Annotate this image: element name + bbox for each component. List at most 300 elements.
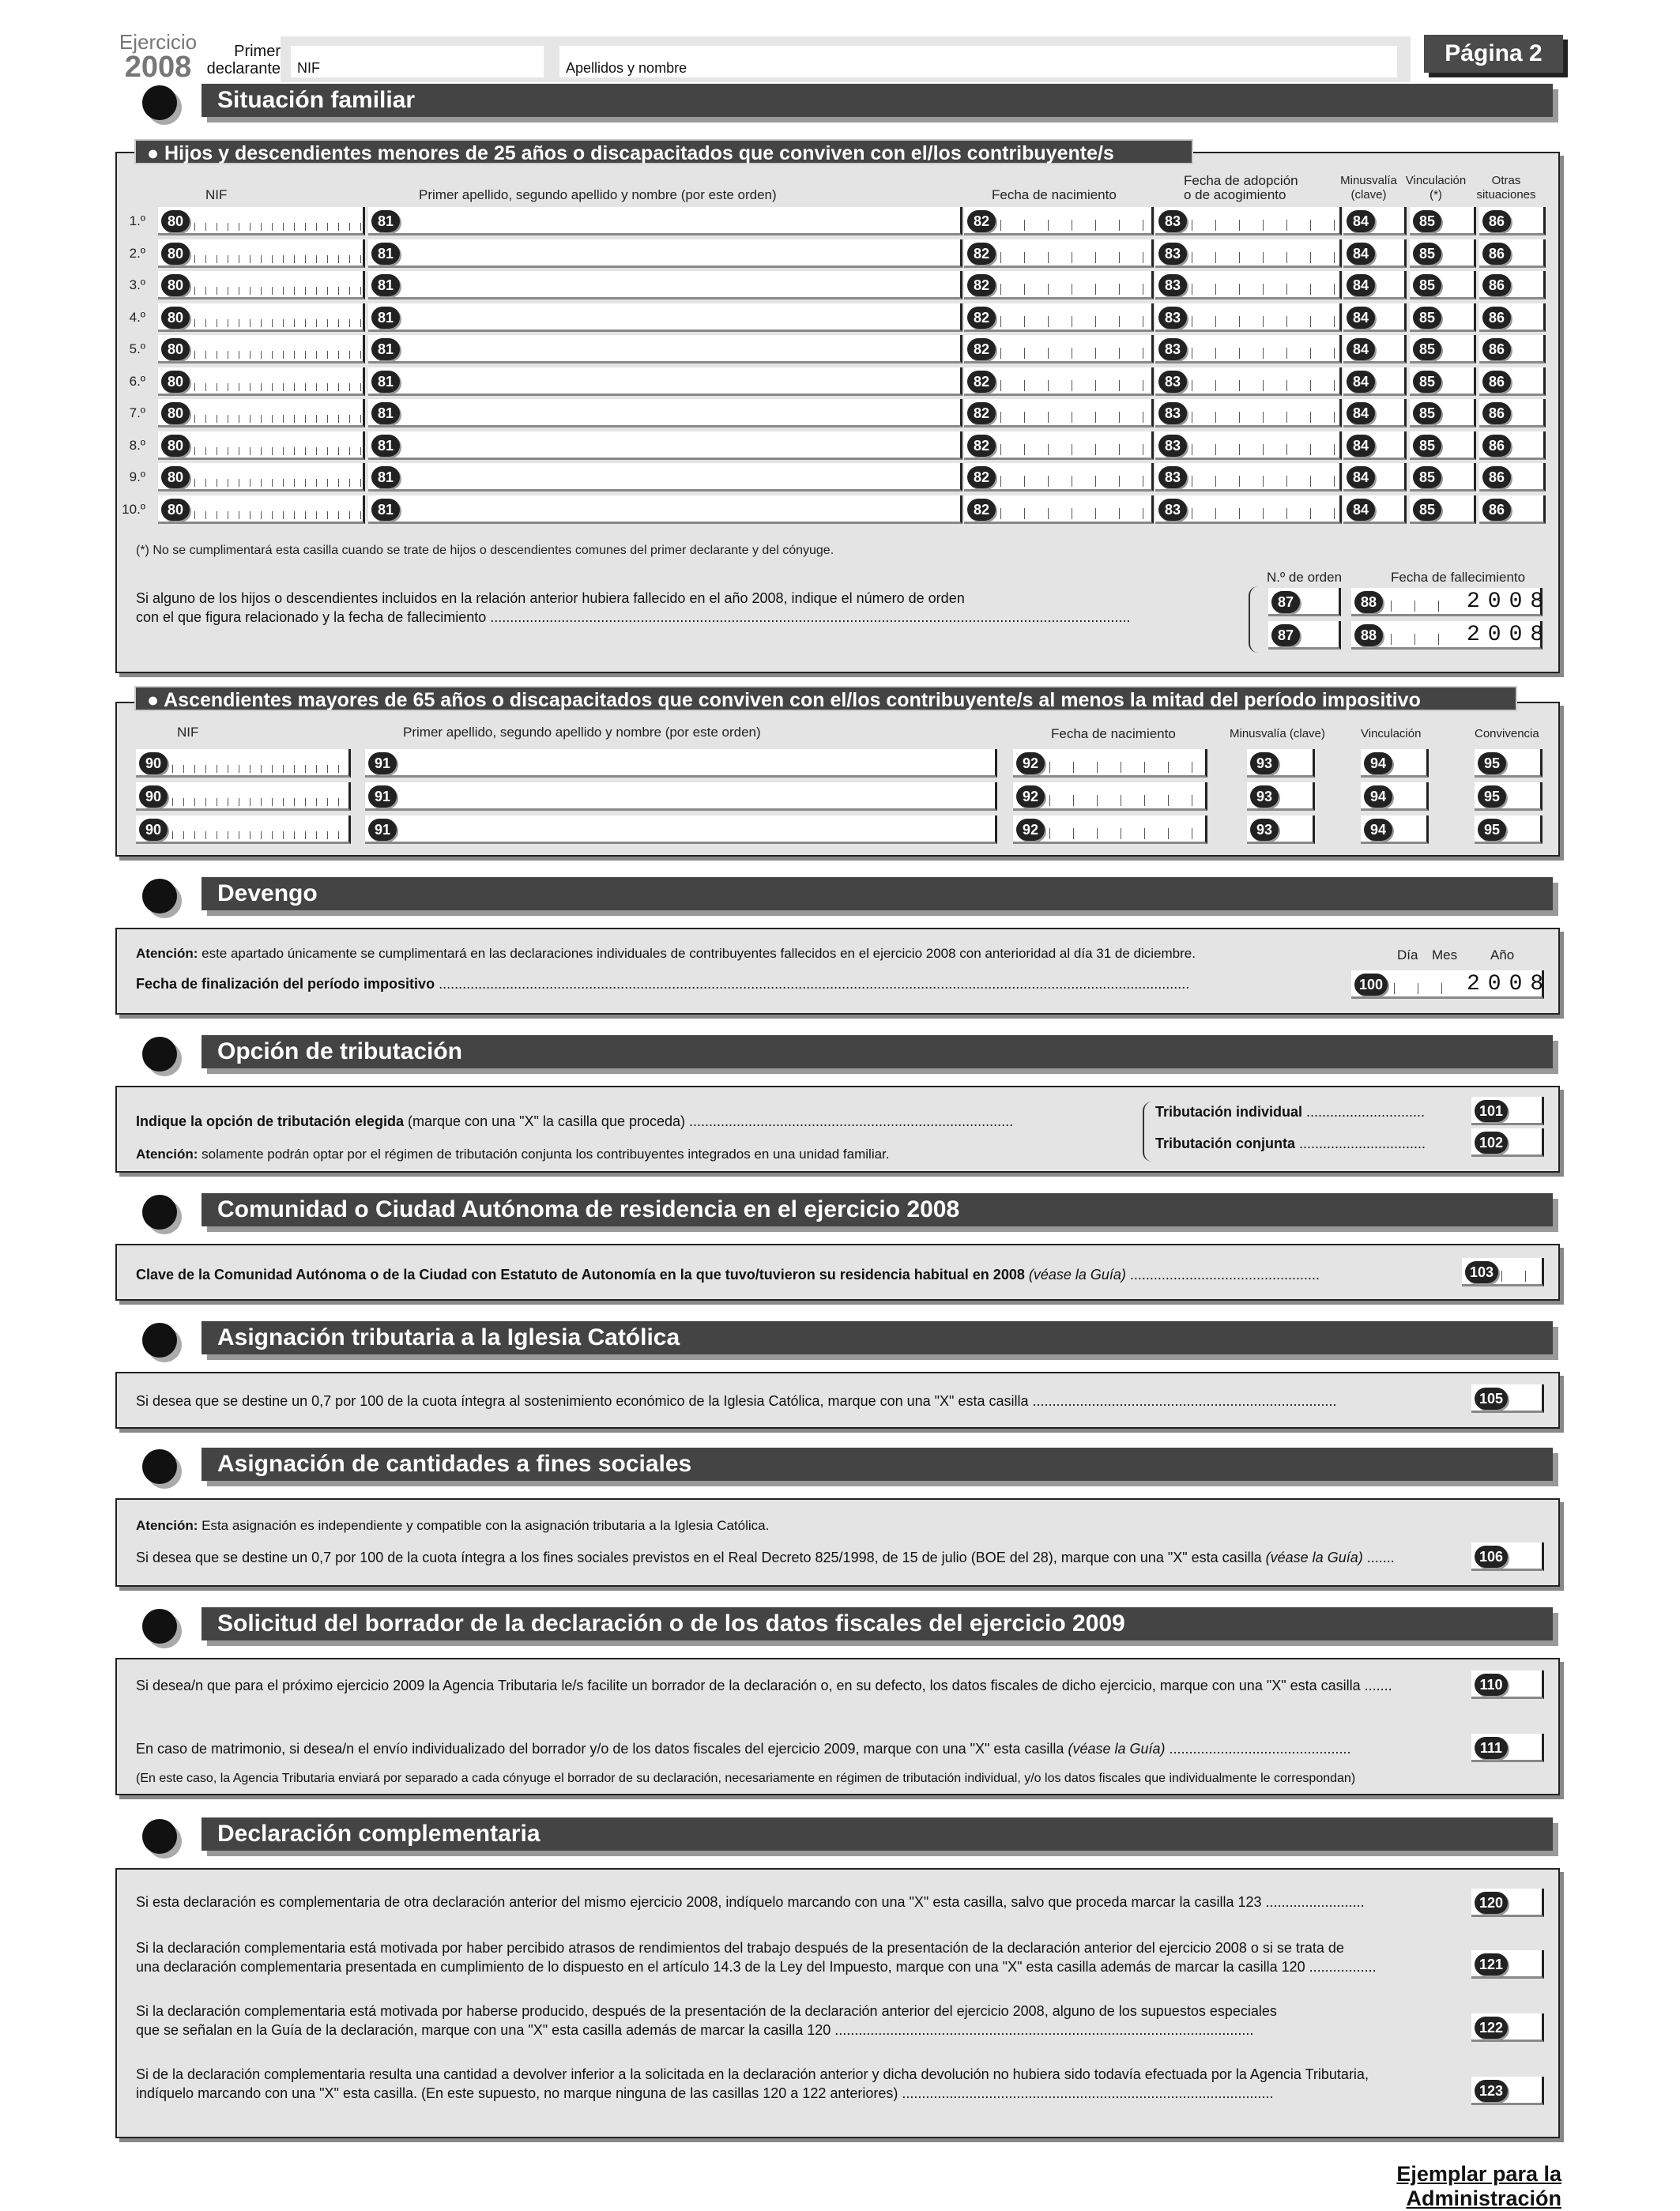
badge-82: 82: [967, 371, 996, 393]
badge-82: 82: [967, 338, 996, 360]
hijo-field-84[interactable]: [1343, 207, 1407, 235]
orden-field-2[interactable]: [1268, 621, 1341, 650]
badge-90: 90: [139, 785, 168, 808]
complementaria-line1: Si esta declaración es complementaria de otra declaración anterior del mismo ejercicio 2008, indíquelo marcando con una "X" esta casilla, salvo que proceda marcar la casilla 123 .........................: [136, 1894, 1365, 1910]
badge-87: 87: [1271, 624, 1300, 646]
fecha-dots: ..............................................................................................................................................................................................: [435, 976, 1190, 992]
badge-86: 86: [1482, 402, 1511, 424]
borrador-text3: (En este caso, la Agencia Tributaria enviará por separado a cada cónyuge el borrador de su declaración, necesariamente en régimen de tributación individual, y/o los datos fiscales que individualmente le correspondan): [136, 1772, 1356, 1785]
dots: ..............................: [1302, 1104, 1426, 1120]
badge-84: 84: [1347, 274, 1375, 296]
section-bullet-icon: [142, 1449, 177, 1484]
hijo-field-83[interactable]: [1155, 207, 1342, 235]
comunidad-field[interactable]: [1462, 1258, 1544, 1286]
ascend-field-94[interactable]: [1361, 782, 1429, 811]
badge-123: 123: [1475, 2080, 1508, 2102]
badge-80: 80: [161, 210, 190, 232]
badge-80: 80: [161, 402, 190, 424]
badge-95: 95: [1478, 785, 1506, 808]
hijo-field-80[interactable]: [158, 303, 365, 332]
hijo-field-85[interactable]: [1410, 303, 1476, 332]
badge-83: 83: [1158, 371, 1187, 393]
badge-83: 83: [1158, 338, 1187, 360]
year-preprinted: 2008: [1467, 623, 1552, 647]
hijo-field-81[interactable]: [368, 271, 962, 299]
brace-icon: [1143, 1102, 1152, 1162]
nif-label: NIF: [297, 60, 320, 76]
badge-90: 90: [139, 752, 168, 774]
dots: .......: [1362, 1550, 1395, 1565]
ascend-field-92[interactable]: [1013, 749, 1207, 778]
devengo-fecha-field[interactable]: [1351, 970, 1552, 999]
fecha-label-bold: Fecha de finalización del período impositivo: [136, 976, 435, 992]
comunidad-italic: (véase la Guía): [1024, 1267, 1126, 1283]
hijo-field-82[interactable]: [964, 431, 1154, 460]
section-title-iglesia: Asignación tributaria a la Iglesia Católica: [202, 1321, 1553, 1354]
badge-91: 91: [368, 819, 397, 841]
row-number: 1.º: [129, 213, 145, 228]
section-title-devengo: Devengo: [202, 877, 1553, 910]
badge-91: 91: [368, 752, 397, 774]
badge-82: 82: [967, 466, 996, 488]
hijo-field-85[interactable]: [1410, 335, 1476, 363]
row-number: 4.º: [129, 309, 145, 325]
hijo-field-80[interactable]: [158, 271, 365, 299]
row-number: 8.º: [129, 437, 145, 453]
checkbox-123[interactable]: [1471, 2077, 1544, 2105]
hijo-field-85[interactable]: [1410, 367, 1476, 396]
hijo-field-83[interactable]: [1155, 399, 1342, 428]
hijo-field-86[interactable]: [1479, 463, 1546, 492]
badge-93: 93: [1250, 752, 1279, 774]
complementaria-line1: Si la declaración complementaria está motivada por haber percibido atrasos de rendimientos del trabajo después de la presentación de la declaración anterior del ejercicio 2008 o si se trata de: [136, 1940, 1344, 1956]
hijo-field-80[interactable]: [158, 431, 365, 460]
badge-80: 80: [161, 338, 190, 360]
badge-92: 92: [1016, 752, 1045, 774]
badge-86: 86: [1482, 371, 1511, 393]
col-nif: NIF: [205, 187, 228, 202]
hijo-field-86[interactable]: [1479, 207, 1546, 235]
ascend-field-94[interactable]: [1361, 749, 1429, 778]
year-preprinted: 2008: [1467, 589, 1552, 614]
badge-103: 103: [1465, 1261, 1498, 1283]
badge-82: 82: [967, 402, 996, 424]
opcion-indique: [136, 1113, 1013, 1130]
badge-82: 82: [967, 274, 996, 296]
checkbox-122[interactable]: [1471, 2013, 1544, 2042]
hijo-field-85[interactable]: [1410, 207, 1476, 235]
ascend-field-92[interactable]: [1013, 782, 1207, 811]
opcion-atencion: [136, 1146, 890, 1163]
badge-81: 81: [371, 274, 400, 296]
badge-81: 81: [371, 499, 400, 521]
borrador-text1: Si desea/n que para el próximo ejercicio 2009 la Agencia Tributaria le/s facilite un borrador de la declaración o, en su defecto, los datos fiscales de dicho ejercicio, marque con una "X" esta casilla .......: [136, 1678, 1392, 1693]
borrador-text2: [136, 1740, 1351, 1757]
badge-80: 80: [161, 307, 190, 329]
badge-105: 105: [1475, 1388, 1508, 1410]
hijo-field-85[interactable]: [1410, 431, 1476, 460]
row-number: 6.º: [129, 373, 145, 389]
badge-82: 82: [967, 210, 996, 232]
hijo-field-83[interactable]: [1155, 335, 1342, 363]
badge-80: 80: [161, 466, 190, 488]
brace-icon: [1249, 586, 1260, 653]
complementaria-line1: Si de la declaración complementaria resulta una cantidad a devolver inferior a la solicitada en la declaración anterior y dicha devolución no hubiera sido todavía efectuada por la Agencia Tributaria,: [136, 2066, 1369, 2082]
checkbox-120[interactable]: [1471, 1889, 1544, 1917]
hijo-field-85[interactable]: [1410, 271, 1476, 299]
atencion-text: Esta asignación es independiente y compatible con la asignación tributaria a la Iglesia Católica.: [198, 1518, 770, 1533]
ascend-field-90[interactable]: [136, 815, 351, 844]
badge-120: 120: [1475, 1892, 1508, 1914]
ascend-field-90[interactable]: [136, 749, 351, 778]
apellidos-field[interactable]: [559, 46, 1397, 77]
col-fecha-nac: Fecha de nacimiento: [992, 187, 1117, 202]
dots: ..............................................: [1165, 1741, 1351, 1757]
comunidad-bold: Clave de la Comunidad Autónoma o de la Ciudad con Estatuto de Autonomía en la que tuvo/tuvieron su residencia habitual en 2008: [136, 1267, 1025, 1283]
hijo-field-80[interactable]: [158, 335, 365, 363]
section-title-situacion: Situación familiar: [202, 84, 1553, 117]
hijos-note: (*) No se cumplimentará esta casilla cuando se trate de hijos o descendientes comunes del primer declarante y del cónyuge.: [136, 544, 834, 557]
hijo-field-81[interactable]: [368, 463, 962, 492]
badge-80: 80: [161, 499, 190, 521]
atencion-text: solamente podrán optar por el régimen de tributación conjunta los contribuyentes integrados en una unidad familiar.: [198, 1147, 890, 1162]
hijo-field-81[interactable]: [368, 495, 962, 524]
hijo-field-84[interactable]: [1343, 239, 1407, 268]
hijo-field-80[interactable]: [158, 399, 365, 428]
badge-82: 82: [967, 243, 996, 265]
badge-85: 85: [1413, 210, 1441, 232]
fecha-fall-field-2[interactable]: [1351, 621, 1552, 650]
hijo-field-82[interactable]: [964, 207, 1154, 235]
ascend-field-95[interactable]: [1475, 815, 1543, 844]
declarante-label: Primer declarante: [206, 43, 281, 77]
hijo-field-84[interactable]: [1343, 303, 1407, 332]
complementaria-line2: que se señalan en la Guía de la declaración, marque con una "X" esta casilla además de marcar la casilla 120 ..........................................................................................................: [136, 2022, 1254, 2038]
hijo-field-82[interactable]: [964, 399, 1154, 428]
ascend-field-92[interactable]: [1013, 815, 1207, 844]
section-title-fines: Asignación de cantidades a fines sociales: [202, 1448, 1553, 1481]
badge-101: 101: [1475, 1100, 1508, 1122]
hijo-field-81[interactable]: [368, 303, 962, 332]
n-orden-label: N.º de orden: [1267, 570, 1343, 585]
borrador-italic: (véase la Guía): [1064, 1741, 1166, 1757]
hijo-field-80[interactable]: [158, 239, 365, 268]
row-number: 2.º: [129, 245, 145, 261]
badge-94: 94: [1364, 752, 1392, 774]
badge-84: 84: [1347, 466, 1375, 488]
hijo-field-84[interactable]: [1343, 335, 1407, 363]
hijo-field-84[interactable]: [1343, 367, 1407, 396]
badge-84: 84: [1347, 243, 1375, 265]
hijo-field-86[interactable]: [1479, 399, 1546, 428]
badge-85: 85: [1413, 371, 1441, 393]
ascend-field-93[interactable]: [1247, 782, 1315, 811]
badge-81: 81: [371, 307, 400, 329]
indique-text: (marque con una "X" la casilla que proceda) ..................................................................................: [404, 1113, 1014, 1129]
badge-87: 87: [1271, 591, 1300, 613]
hijo-field-81[interactable]: [368, 431, 962, 460]
devengo-year: 2008: [1467, 972, 1552, 996]
badge-85: 85: [1413, 466, 1441, 488]
devengo-atencion: [136, 945, 1196, 962]
hijo-field-82[interactable]: [964, 335, 1154, 363]
hijo-field-82[interactable]: [964, 239, 1154, 268]
badge-86: 86: [1482, 307, 1511, 329]
hijo-field-83[interactable]: [1155, 431, 1342, 460]
ejercicio-year: 2008: [124, 51, 192, 84]
fines-text: [136, 1549, 1395, 1566]
hijo-field-86[interactable]: [1479, 335, 1546, 363]
hijo-field-81[interactable]: [368, 239, 962, 268]
badge-100: 100: [1354, 974, 1388, 996]
fines-main: Si desea que se destine un 0,7 por 100 de la cuota íntegra a los fines sociales previstos en el Real Decreto 825/1998, de 15 de julio (BOE del 28), marque con una "X" esta casilla: [136, 1550, 1262, 1565]
hijo-field-85[interactable]: [1410, 463, 1476, 492]
page-number: Página 2: [1424, 35, 1563, 73]
apellidos-label: Apellidos y nombre: [566, 60, 687, 76]
row-number: 10.º: [122, 501, 145, 517]
badge-81: 81: [371, 210, 400, 232]
badge-86: 86: [1482, 466, 1511, 488]
ascend-field-90[interactable]: [136, 782, 351, 811]
dots: ................................: [1295, 1136, 1426, 1151]
badge-83: 83: [1158, 499, 1187, 521]
badge-84: 84: [1347, 499, 1375, 521]
atencion-text: este apartado únicamente se cumplimentará en las declaraciones individuales de contribuyentes fallecidos en el ejercicio 2008 con anterioridad al día 31 de diciembre.: [198, 946, 1196, 961]
badge-88: 88: [1354, 624, 1383, 646]
badge-111: 111: [1475, 1737, 1508, 1759]
badge-86: 86: [1482, 243, 1511, 265]
hijo-field-83[interactable]: [1155, 271, 1342, 299]
section-title-opcion: Opción de tributación: [202, 1035, 1553, 1068]
hijo-field-84[interactable]: [1343, 431, 1407, 460]
section-title-complementaria: Declaración complementaria: [202, 1817, 1553, 1851]
hijo-field-84[interactable]: [1343, 495, 1407, 524]
badge-83: 83: [1158, 243, 1187, 265]
checkbox-110[interactable]: [1471, 1670, 1544, 1699]
section-bullet-icon: [142, 1195, 177, 1230]
ascend-title: ● Ascendientes mayores de 65 años o discapacitados que conviven con el/los contribuyente/s al menos la mitad del período impositivo: [134, 686, 1517, 711]
badge-81: 81: [371, 338, 400, 360]
hijo-field-82[interactable]: [964, 303, 1154, 332]
badge-80: 80: [161, 435, 190, 457]
hijo-field-84[interactable]: [1343, 399, 1407, 428]
asc-col-conv: Convivencia: [1475, 727, 1539, 740]
checkbox-106[interactable]: [1471, 1542, 1544, 1571]
badge-85: 85: [1413, 307, 1441, 329]
badge-110: 110: [1475, 1674, 1508, 1696]
section-bullet-icon: [142, 1037, 177, 1072]
hijo-field-81[interactable]: [368, 207, 962, 235]
atencion-bold: Atención:: [136, 1147, 198, 1162]
badge-84: 84: [1347, 338, 1375, 360]
fallecido-text1: Si alguno de los hijos o descendientes incluidos en la relación anterior hubiera fallecido en el año 2008, indique el número de orden: [136, 590, 965, 606]
hijo-field-81[interactable]: [368, 335, 962, 363]
ascend-field-91[interactable]: [365, 815, 997, 844]
hijo-field-83[interactable]: [1155, 303, 1342, 332]
hijo-field-83[interactable]: [1155, 463, 1342, 492]
badge-86: 86: [1482, 274, 1511, 296]
hijo-field-86[interactable]: [1479, 431, 1546, 460]
badge-81: 81: [371, 435, 400, 457]
hijo-field-83[interactable]: [1155, 495, 1342, 524]
hijo-field-80[interactable]: [158, 207, 365, 235]
badge-93: 93: [1250, 819, 1279, 841]
col-fecha-adop: Fecha de adopción o de acogimiento: [1184, 173, 1298, 202]
badge-84: 84: [1347, 402, 1375, 424]
checkbox-111[interactable]: [1471, 1734, 1544, 1762]
badge-106: 106: [1475, 1546, 1508, 1568]
row-number: 3.º: [129, 277, 145, 292]
badge-95: 95: [1478, 819, 1506, 841]
borrador-text2-main: En caso de matrimonio, si desea/n el envío individualizado del borrador y/o de los datos fiscales del ejercicio 2009, marque con una "X" esta casilla: [136, 1741, 1064, 1757]
badge-86: 86: [1482, 499, 1511, 521]
hijo-field-83[interactable]: [1155, 239, 1342, 268]
hijo-field-85[interactable]: [1410, 239, 1476, 268]
hijo-field-81[interactable]: [368, 367, 962, 396]
badge-82: 82: [967, 307, 996, 329]
iglesia-text: Si desea que se destine un 0,7 por 100 de la cuota íntegra al sostenimiento económico de la Iglesia Católica, marque con una "X" esta casilla .............................................................................: [136, 1393, 1337, 1409]
badge-83: 83: [1158, 307, 1187, 329]
fines-italic: (véase la Guía): [1261, 1550, 1363, 1565]
badge-81: 81: [371, 402, 400, 424]
devengo-panel: [115, 928, 1560, 1015]
row-number: 7.º: [129, 405, 145, 420]
hijo-field-80[interactable]: [158, 495, 365, 524]
ascend-field-93[interactable]: [1247, 749, 1315, 778]
checkbox-121[interactable]: [1471, 1950, 1544, 1979]
hijo-field-84[interactable]: [1343, 463, 1407, 492]
asc-col-vinc: Vinculación: [1361, 727, 1422, 740]
ascend-field-95[interactable]: [1475, 749, 1543, 778]
badge-80: 80: [161, 371, 190, 393]
checkbox-102[interactable]: [1471, 1128, 1544, 1157]
badge-84: 84: [1347, 371, 1375, 393]
badge-82: 82: [967, 435, 996, 457]
ejercicio-label: Ejercicio: [119, 30, 198, 54]
complementaria-line1: Si la declaración complementaria está motivada por haberse producido, después de la presentación de la declaración anterior del ejercicio 2008, alguno de los supuestos especiales: [136, 2003, 1277, 2019]
badge-81: 81: [371, 243, 400, 265]
badge-91: 91: [368, 785, 397, 808]
badge-86: 86: [1482, 338, 1511, 360]
hijo-field-86[interactable]: [1479, 495, 1546, 524]
badge-95: 95: [1478, 752, 1506, 774]
atencion-bold: Atención:: [136, 1518, 198, 1533]
hijo-field-86[interactable]: [1479, 367, 1546, 396]
ascend-field-95[interactable]: [1475, 782, 1543, 811]
badge-84: 84: [1347, 307, 1375, 329]
hijo-field-82[interactable]: [964, 495, 1154, 524]
section-bullet-icon: [142, 879, 177, 913]
checkbox-101[interactable]: [1471, 1097, 1544, 1125]
badge-86: 86: [1482, 435, 1511, 457]
hijo-field-81[interactable]: [368, 399, 962, 428]
badge-83: 83: [1158, 274, 1187, 296]
hijos-title: ● Hijos y descendientes menores de 25 años o discapacitados que conviven con el/los contribuyente/s: [134, 139, 1193, 164]
nif-field[interactable]: [291, 46, 544, 77]
section-bullet-icon: [142, 1819, 177, 1854]
hijo-field-84[interactable]: [1343, 271, 1407, 299]
row-number: 9.º: [129, 469, 145, 484]
row-number: 5.º: [129, 341, 145, 356]
badge-83: 83: [1158, 402, 1187, 424]
section-bullet-icon: [142, 1609, 177, 1644]
hijo-field-85[interactable]: [1410, 495, 1476, 524]
dots: ................................................: [1125, 1267, 1320, 1283]
hijo-field-83[interactable]: [1155, 367, 1342, 396]
ascend-field-91[interactable]: [365, 782, 997, 811]
fecha-fall-field-1[interactable]: [1351, 588, 1552, 616]
ascend-field-94[interactable]: [1361, 815, 1429, 844]
hijo-field-82[interactable]: [964, 463, 1154, 492]
fallecido-text2: con el que figura relacionado y la fecha de fallecimiento ..................................................................................................................................................................: [136, 609, 1131, 625]
badge-94: 94: [1364, 819, 1392, 841]
fines-panel: [115, 1498, 1560, 1587]
ascend-field-91[interactable]: [365, 749, 997, 778]
badge-81: 81: [371, 371, 400, 393]
badge-85: 85: [1413, 402, 1441, 424]
badge-102: 102: [1475, 1132, 1508, 1154]
badge-81: 81: [371, 466, 400, 488]
footer-ejemplar: Ejemplar para la Administración: [1396, 2162, 1561, 2210]
individual-label: Tributación individual: [1155, 1104, 1303, 1120]
badge-92: 92: [1016, 785, 1045, 808]
section-bullet-icon: [142, 85, 177, 120]
badge-93: 93: [1250, 785, 1279, 808]
complementaria-line2: una declaración complementaria presentada en cumplimiento de lo dispuesto en el artículo 14.3 de la Ley del Impuesto, marque con una "X" esta casilla además de marcar la casilla 120 .................: [136, 1959, 1377, 1975]
badge-92: 92: [1016, 819, 1045, 841]
complementaria-line2: indíquelo marcando con una "X" esta casilla. (En este supuesto, no marque ninguna de las casillas 120 a 122 anteriores) ..............................................................................................: [136, 2085, 1274, 2101]
mes-label: Mes: [1432, 947, 1458, 962]
ascend-field-93[interactable]: [1247, 815, 1315, 844]
hijo-field-82[interactable]: [964, 367, 1154, 396]
fecha-fall-label: Fecha de fallecimiento: [1391, 570, 1526, 585]
badge-82: 82: [967, 499, 996, 521]
badge-90: 90: [139, 819, 168, 841]
badge-83: 83: [1158, 435, 1187, 457]
badge-80: 80: [161, 243, 190, 265]
badge-85: 85: [1413, 435, 1441, 457]
section-title-comunidad: Comunidad o Ciudad Autónoma de residencia en el ejercicio 2008: [202, 1193, 1553, 1226]
badge-85: 85: [1413, 338, 1441, 360]
section-title-borrador: Solicitud del borrador de la declaración o de los datos fiscales del ejercicio 2009: [202, 1607, 1553, 1640]
hijo-field-82[interactable]: [964, 271, 1154, 299]
asc-col-minus: Minusvalía (clave): [1230, 727, 1325, 740]
badge-122: 122: [1475, 2017, 1508, 2039]
badge-85: 85: [1413, 274, 1441, 296]
hijo-field-80[interactable]: [158, 463, 365, 492]
badge-83: 83: [1158, 210, 1187, 232]
hijo-field-86[interactable]: [1479, 271, 1546, 299]
col-minusvalia: Minusvalía (clave): [1340, 174, 1397, 202]
hijo-field-86[interactable]: [1479, 303, 1546, 332]
asc-col-apellidos: Primer apellido, segundo apellido y nombre (por este orden): [403, 725, 761, 740]
anio-label: Año: [1490, 947, 1515, 962]
badge-83: 83: [1158, 466, 1187, 488]
devengo-fecha-label: [136, 975, 1189, 993]
hijo-field-86[interactable]: [1479, 239, 1546, 268]
badge-84: 84: [1347, 210, 1375, 232]
hijo-field-80[interactable]: [158, 367, 365, 396]
asc-col-fecha: Fecha de nacimiento: [1051, 726, 1176, 741]
orden-field-1[interactable]: [1268, 588, 1341, 616]
hijo-field-85[interactable]: [1410, 399, 1476, 428]
atencion-bold: Atención:: [136, 946, 198, 961]
badge-86: 86: [1482, 210, 1511, 232]
comunidad-text: [136, 1266, 1320, 1283]
tributacion-individual: [1155, 1103, 1425, 1121]
checkbox-105[interactable]: [1471, 1384, 1544, 1413]
badge-85: 85: [1413, 243, 1441, 265]
